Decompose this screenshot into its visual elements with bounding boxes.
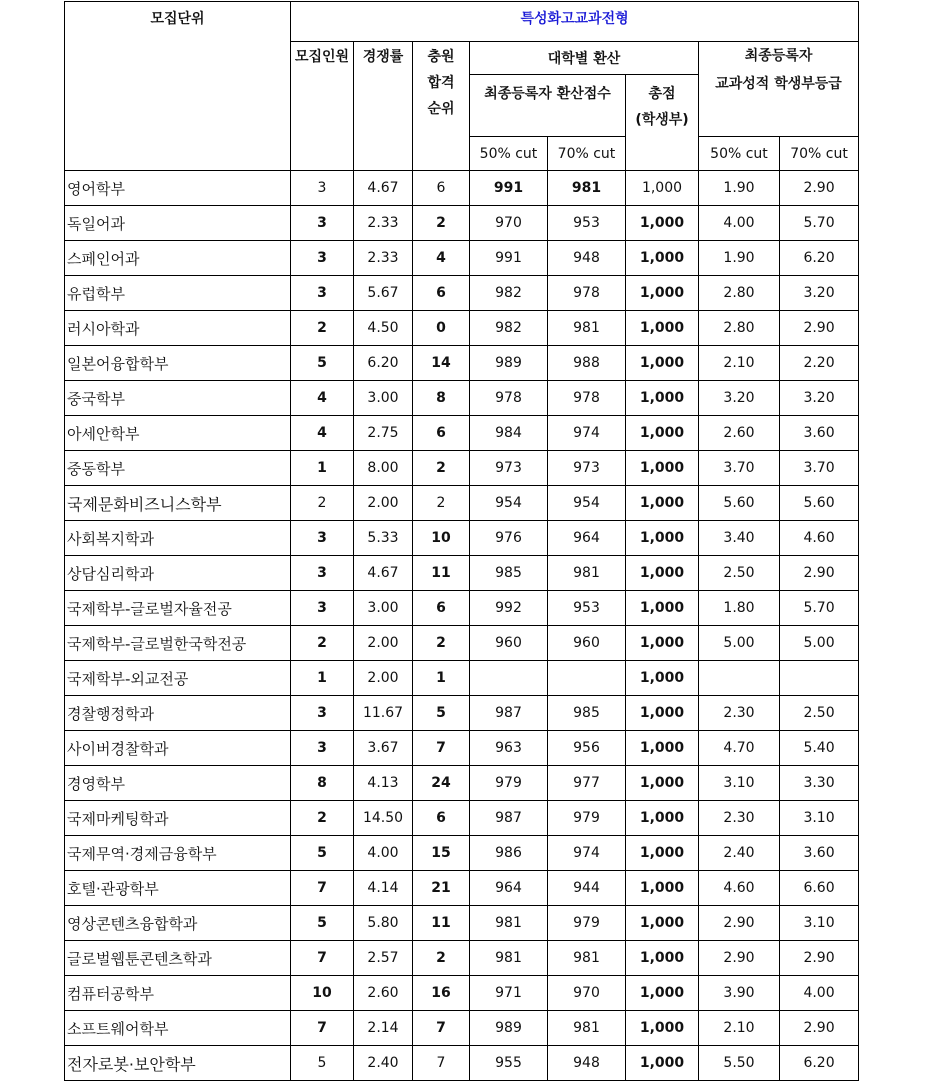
competition-cell: 4.67 xyxy=(354,556,413,591)
total-cell: 1,000 xyxy=(626,311,699,346)
competition-cell: 14.50 xyxy=(354,801,413,836)
header-total-line2: (학생부) xyxy=(635,112,689,128)
score-cut50-cell: 954 xyxy=(470,486,548,521)
score-cut70-cell: 981 xyxy=(548,556,626,591)
grade-cut70-cell: 2.50 xyxy=(780,696,859,731)
recruits-cell: 1 xyxy=(291,451,354,486)
recruits-cell: 3 xyxy=(291,206,354,241)
header-total-line1: 총점 xyxy=(648,86,676,102)
grade-cut50-cell: 2.80 xyxy=(699,276,780,311)
total-cell: 1,000 xyxy=(626,381,699,416)
recruits-cell: 5 xyxy=(291,1046,354,1081)
grade-cut50-cell xyxy=(699,661,780,696)
header-competition: 경쟁률 xyxy=(354,42,413,171)
recruits-cell: 10 xyxy=(291,976,354,1011)
total-cell: 1,000 xyxy=(626,171,699,206)
table-header xyxy=(65,2,859,171)
score-cut50-cell: 964 xyxy=(470,871,548,906)
grade-cut50-cell: 2.80 xyxy=(699,311,780,346)
grade-cut70-cell: 2.90 xyxy=(780,171,859,206)
score-cut50-cell: 955 xyxy=(470,1046,548,1081)
grade-cut50-cell: 3.20 xyxy=(699,381,780,416)
score-cut50-cell: 991 xyxy=(470,241,548,276)
score-cut50-cell: 982 xyxy=(470,311,548,346)
table-row xyxy=(65,486,859,521)
competition-cell: 2.33 xyxy=(354,206,413,241)
grade-cut70-cell: 5.60 xyxy=(780,486,859,521)
competition-cell: 2.14 xyxy=(354,1011,413,1046)
header-final-grade xyxy=(699,42,859,137)
table-row xyxy=(65,1046,859,1081)
unit-name-cell: 중동학부 xyxy=(65,451,291,486)
header-grade-cut50: 50% cut xyxy=(699,137,780,171)
recruits-cell: 2 xyxy=(291,486,354,521)
recruits-cell: 7 xyxy=(291,1011,354,1046)
grade-cut50-cell: 2.90 xyxy=(699,906,780,941)
unit-name-cell: 사회복지학과 xyxy=(65,521,291,556)
grade-cut70-cell: 6.60 xyxy=(780,871,859,906)
grade-cut50-cell: 5.60 xyxy=(699,486,780,521)
competition-cell: 5.67 xyxy=(354,276,413,311)
recruits-cell: 4 xyxy=(291,416,354,451)
grade-cut50-cell: 2.10 xyxy=(699,346,780,381)
total-cell: 1,000 xyxy=(626,206,699,241)
grade-cut70-cell: 3.10 xyxy=(780,906,859,941)
competition-cell: 11.67 xyxy=(354,696,413,731)
competition-cell: 3.67 xyxy=(354,731,413,766)
score-cut70-cell: 988 xyxy=(548,346,626,381)
competition-cell: 6.20 xyxy=(354,346,413,381)
grade-cut50-cell: 4.70 xyxy=(699,731,780,766)
total-cell: 1,000 xyxy=(626,766,699,801)
unit-name-cell: 아세안학부 xyxy=(65,416,291,451)
header-final-line1: 최종등록자 xyxy=(744,48,813,64)
grade-cut70-cell: 3.70 xyxy=(780,451,859,486)
table-row xyxy=(65,976,859,1011)
total-cell: 1,000 xyxy=(626,976,699,1011)
waitlist-cell: 6 xyxy=(413,171,470,206)
competition-cell: 2.75 xyxy=(354,416,413,451)
table-body xyxy=(65,171,859,1081)
recruits-cell: 2 xyxy=(291,801,354,836)
score-cut70-cell: 981 xyxy=(548,171,626,206)
grade-cut50-cell: 2.50 xyxy=(699,556,780,591)
total-cell: 1,000 xyxy=(626,451,699,486)
table-row xyxy=(65,311,859,346)
grade-cut50-cell: 2.30 xyxy=(699,801,780,836)
score-cut70-cell: 979 xyxy=(548,906,626,941)
score-cut50-cell: 986 xyxy=(470,836,548,871)
score-cut70-cell: 985 xyxy=(548,696,626,731)
competition-cell: 4.50 xyxy=(354,311,413,346)
total-cell: 1,000 xyxy=(626,346,699,381)
header-conversion: 대학별 환산 xyxy=(470,42,699,75)
admission-results-table xyxy=(64,1,859,1081)
waitlist-cell: 11 xyxy=(413,906,470,941)
table-row xyxy=(65,591,859,626)
grade-cut70-cell: 5.70 xyxy=(780,206,859,241)
score-cut70-cell: 977 xyxy=(548,766,626,801)
competition-cell: 3.00 xyxy=(354,591,413,626)
score-cut50-cell: 973 xyxy=(470,451,548,486)
recruits-cell: 3 xyxy=(291,731,354,766)
unit-name-cell: 컴퓨터공학부 xyxy=(65,976,291,1011)
waitlist-cell: 1 xyxy=(413,661,470,696)
grade-cut50-cell: 5.00 xyxy=(699,626,780,661)
competition-cell: 2.57 xyxy=(354,941,413,976)
unit-name-cell: 국제마케팅학과 xyxy=(65,801,291,836)
total-cell: 1,000 xyxy=(626,941,699,976)
score-cut70-cell: 944 xyxy=(548,871,626,906)
recruits-cell: 8 xyxy=(291,766,354,801)
score-cut70-cell: 981 xyxy=(548,311,626,346)
score-cut70-cell: 974 xyxy=(548,416,626,451)
score-cut70-cell: 978 xyxy=(548,276,626,311)
table-row xyxy=(65,766,859,801)
score-cut70-cell: 970 xyxy=(548,976,626,1011)
unit-name-cell: 전자로봇·보안학부 xyxy=(65,1046,291,1081)
table-row xyxy=(65,451,859,486)
total-cell: 1,000 xyxy=(626,416,699,451)
header-waitlist xyxy=(413,42,470,171)
total-cell: 1,000 xyxy=(626,556,699,591)
grade-cut70-cell: 4.00 xyxy=(780,976,859,1011)
table-row xyxy=(65,556,859,591)
grade-cut70-cell: 6.20 xyxy=(780,241,859,276)
table-row xyxy=(65,346,859,381)
grade-cut50-cell: 1.80 xyxy=(699,591,780,626)
total-cell: 1,000 xyxy=(626,661,699,696)
waitlist-cell: 6 xyxy=(413,276,470,311)
unit-name-cell: 국제무역·경제금융학부 xyxy=(65,836,291,871)
grade-cut50-cell: 2.10 xyxy=(699,1011,780,1046)
recruits-cell: 3 xyxy=(291,556,354,591)
waitlist-cell: 11 xyxy=(413,556,470,591)
score-cut70-cell: 974 xyxy=(548,836,626,871)
score-cut70-cell: 960 xyxy=(548,626,626,661)
table-row xyxy=(65,941,859,976)
recruits-cell: 3 xyxy=(291,276,354,311)
score-cut70-cell: 954 xyxy=(548,486,626,521)
table-row xyxy=(65,801,859,836)
unit-name-cell: 유럽학부 xyxy=(65,276,291,311)
score-cut50-cell: 987 xyxy=(470,801,548,836)
grade-cut70-cell: 5.70 xyxy=(780,591,859,626)
unit-name-cell: 영상콘텐츠융합학과 xyxy=(65,906,291,941)
score-cut70-cell: 956 xyxy=(548,731,626,766)
grade-cut50-cell: 1.90 xyxy=(699,171,780,206)
unit-name-cell: 국제학부-글로벌자율전공 xyxy=(65,591,291,626)
score-cut50-cell: 985 xyxy=(470,556,548,591)
header-conversion-score: 최종등록자 환산점수 xyxy=(470,75,626,137)
table-row xyxy=(65,416,859,451)
recruits-cell: 7 xyxy=(291,871,354,906)
grade-cut70-cell: 5.40 xyxy=(780,731,859,766)
competition-cell: 4.13 xyxy=(354,766,413,801)
score-cut50-cell: 984 xyxy=(470,416,548,451)
grade-cut50-cell: 2.90 xyxy=(699,941,780,976)
grade-cut50-cell: 3.40 xyxy=(699,521,780,556)
recruits-cell: 3 xyxy=(291,696,354,731)
table-row xyxy=(65,206,859,241)
grade-cut70-cell: 3.10 xyxy=(780,801,859,836)
competition-cell: 2.40 xyxy=(354,1046,413,1081)
unit-name-cell: 경찰행정학과 xyxy=(65,696,291,731)
unit-name-cell: 국제학부-글로벌한국학전공 xyxy=(65,626,291,661)
unit-name-cell: 국제학부-외교전공 xyxy=(65,661,291,696)
score-cut50-cell: 981 xyxy=(470,906,548,941)
score-cut70-cell: 979 xyxy=(548,801,626,836)
grade-cut70-cell: 2.90 xyxy=(780,1011,859,1046)
waitlist-cell: 10 xyxy=(413,521,470,556)
total-cell: 1,000 xyxy=(626,486,699,521)
grade-cut70-cell: 2.90 xyxy=(780,311,859,346)
unit-name-cell: 국제문화비즈니스학부 xyxy=(65,486,291,521)
waitlist-cell: 2 xyxy=(413,451,470,486)
total-cell: 1,000 xyxy=(626,731,699,766)
recruits-cell: 3 xyxy=(291,591,354,626)
grade-cut70-cell: 3.20 xyxy=(780,276,859,311)
grade-cut50-cell: 2.30 xyxy=(699,696,780,731)
unit-name-cell: 사이버경찰학과 xyxy=(65,731,291,766)
grade-cut70-cell xyxy=(780,661,859,696)
grade-cut70-cell: 2.20 xyxy=(780,346,859,381)
competition-cell: 2.00 xyxy=(354,486,413,521)
waitlist-cell: 14 xyxy=(413,346,470,381)
total-cell: 1,000 xyxy=(626,871,699,906)
recruits-cell: 3 xyxy=(291,241,354,276)
recruits-cell: 7 xyxy=(291,941,354,976)
grade-cut50-cell: 1.90 xyxy=(699,241,780,276)
grade-cut70-cell: 3.30 xyxy=(780,766,859,801)
unit-name-cell: 글로벌웹툰콘텐츠학과 xyxy=(65,941,291,976)
waitlist-cell: 2 xyxy=(413,486,470,521)
recruits-cell: 2 xyxy=(291,626,354,661)
waitlist-cell: 2 xyxy=(413,206,470,241)
competition-cell: 4.00 xyxy=(354,836,413,871)
score-cut70-cell: 981 xyxy=(548,1011,626,1046)
waitlist-cell: 7 xyxy=(413,1046,470,1081)
grade-cut70-cell: 5.00 xyxy=(780,626,859,661)
total-cell: 1,000 xyxy=(626,836,699,871)
recruits-cell: 5 xyxy=(291,836,354,871)
competition-cell: 3.00 xyxy=(354,381,413,416)
score-cut70-cell: 978 xyxy=(548,381,626,416)
table-row xyxy=(65,906,859,941)
header-total xyxy=(626,75,699,171)
table-row xyxy=(65,836,859,871)
score-cut50-cell xyxy=(470,661,548,696)
competition-cell: 2.60 xyxy=(354,976,413,1011)
grade-cut50-cell: 2.60 xyxy=(699,416,780,451)
score-cut50-cell: 976 xyxy=(470,521,548,556)
unit-name-cell: 영어학부 xyxy=(65,171,291,206)
total-cell: 1,000 xyxy=(626,626,699,661)
table-row xyxy=(65,731,859,766)
score-cut70-cell: 973 xyxy=(548,451,626,486)
grade-cut70-cell: 4.60 xyxy=(780,521,859,556)
recruits-cell: 5 xyxy=(291,346,354,381)
grade-cut50-cell: 3.10 xyxy=(699,766,780,801)
total-cell: 1,000 xyxy=(626,1046,699,1081)
competition-cell: 8.00 xyxy=(354,451,413,486)
table-row xyxy=(65,241,859,276)
waitlist-cell: 7 xyxy=(413,731,470,766)
score-cut50-cell: 992 xyxy=(470,591,548,626)
table-row xyxy=(65,871,859,906)
table-row xyxy=(65,276,859,311)
competition-cell: 5.33 xyxy=(354,521,413,556)
header-waitlist-line3: 순위 xyxy=(427,101,455,117)
score-cut50-cell: 978 xyxy=(470,381,548,416)
recruits-cell: 4 xyxy=(291,381,354,416)
grade-cut50-cell: 4.00 xyxy=(699,206,780,241)
unit-name-cell: 중국학부 xyxy=(65,381,291,416)
unit-name-cell: 일본어융합학부 xyxy=(65,346,291,381)
grade-cut50-cell: 4.60 xyxy=(699,871,780,906)
recruits-cell: 3 xyxy=(291,171,354,206)
score-cut50-cell: 989 xyxy=(470,1011,548,1046)
waitlist-cell: 21 xyxy=(413,871,470,906)
unit-name-cell: 소프트웨어학부 xyxy=(65,1011,291,1046)
competition-cell: 5.80 xyxy=(354,906,413,941)
total-cell: 1,000 xyxy=(626,1011,699,1046)
waitlist-cell: 4 xyxy=(413,241,470,276)
score-cut50-cell: 963 xyxy=(470,731,548,766)
waitlist-cell: 0 xyxy=(413,311,470,346)
table-row xyxy=(65,1011,859,1046)
waitlist-cell: 6 xyxy=(413,801,470,836)
grade-cut50-cell: 2.40 xyxy=(699,836,780,871)
recruits-cell: 2 xyxy=(291,311,354,346)
grade-cut70-cell: 6.20 xyxy=(780,1046,859,1081)
score-cut50-cell: 989 xyxy=(470,346,548,381)
score-cut70-cell: 953 xyxy=(548,206,626,241)
waitlist-cell: 7 xyxy=(413,1011,470,1046)
header-recruits: 모집인원 xyxy=(291,42,354,171)
score-cut50-cell: 971 xyxy=(470,976,548,1011)
total-cell: 1,000 xyxy=(626,696,699,731)
header-unit: 모집단위 xyxy=(65,2,291,171)
table-row xyxy=(65,626,859,661)
grade-cut70-cell: 3.60 xyxy=(780,416,859,451)
competition-cell: 2.00 xyxy=(354,626,413,661)
waitlist-cell: 2 xyxy=(413,941,470,976)
waitlist-cell: 5 xyxy=(413,696,470,731)
unit-name-cell: 경영학부 xyxy=(65,766,291,801)
table-row xyxy=(65,171,859,206)
grade-cut70-cell: 3.20 xyxy=(780,381,859,416)
score-cut70-cell: 981 xyxy=(548,941,626,976)
header-waitlist-line2: 합격 xyxy=(427,75,455,91)
waitlist-cell: 15 xyxy=(413,836,470,871)
competition-cell: 4.67 xyxy=(354,171,413,206)
waitlist-cell: 8 xyxy=(413,381,470,416)
header-grade-cut70: 70% cut xyxy=(780,137,859,171)
total-cell: 1,000 xyxy=(626,241,699,276)
score-cut70-cell: 948 xyxy=(548,241,626,276)
total-cell: 1,000 xyxy=(626,801,699,836)
score-cut50-cell: 982 xyxy=(470,276,548,311)
header-score-cut70: 70% cut xyxy=(548,137,626,171)
unit-name-cell: 스페인어과 xyxy=(65,241,291,276)
score-cut50-cell: 981 xyxy=(470,941,548,976)
header-waitlist-line1: 충원 xyxy=(427,49,455,65)
table-row xyxy=(65,661,859,696)
waitlist-cell: 24 xyxy=(413,766,470,801)
unit-name-cell: 상담심리학과 xyxy=(65,556,291,591)
waitlist-cell: 6 xyxy=(413,591,470,626)
competition-cell: 4.14 xyxy=(354,871,413,906)
table-row xyxy=(65,381,859,416)
table-row xyxy=(65,696,859,731)
header-final-line2: 교과성적 학생부등급 xyxy=(715,76,842,92)
score-cut50-cell: 991 xyxy=(470,171,548,206)
grade-cut70-cell: 3.60 xyxy=(780,836,859,871)
recruits-cell: 5 xyxy=(291,906,354,941)
competition-cell: 2.00 xyxy=(354,661,413,696)
table-row xyxy=(65,521,859,556)
header-admission-type: 특성화고교과전형 xyxy=(291,2,859,42)
total-cell: 1,000 xyxy=(626,906,699,941)
score-cut70-cell: 964 xyxy=(548,521,626,556)
grade-cut70-cell: 2.90 xyxy=(780,556,859,591)
recruits-cell: 1 xyxy=(291,661,354,696)
unit-name-cell: 독일어과 xyxy=(65,206,291,241)
score-cut70-cell: 948 xyxy=(548,1046,626,1081)
grade-cut70-cell: 2.90 xyxy=(780,941,859,976)
score-cut70-cell xyxy=(548,661,626,696)
score-cut70-cell: 953 xyxy=(548,591,626,626)
grade-cut50-cell: 3.90 xyxy=(699,976,780,1011)
score-cut50-cell: 970 xyxy=(470,206,548,241)
grade-cut50-cell: 5.50 xyxy=(699,1046,780,1081)
score-cut50-cell: 987 xyxy=(470,696,548,731)
score-cut50-cell: 979 xyxy=(470,766,548,801)
total-cell: 1,000 xyxy=(626,276,699,311)
recruits-cell: 3 xyxy=(291,521,354,556)
total-cell: 1,000 xyxy=(626,591,699,626)
unit-name-cell: 호텔·관광학부 xyxy=(65,871,291,906)
waitlist-cell: 16 xyxy=(413,976,470,1011)
header-score-cut50: 50% cut xyxy=(470,137,548,171)
score-cut50-cell: 960 xyxy=(470,626,548,661)
competition-cell: 2.33 xyxy=(354,241,413,276)
total-cell: 1,000 xyxy=(626,521,699,556)
waitlist-cell: 2 xyxy=(413,626,470,661)
waitlist-cell: 6 xyxy=(413,416,470,451)
unit-name-cell: 러시아학과 xyxy=(65,311,291,346)
grade-cut50-cell: 3.70 xyxy=(699,451,780,486)
